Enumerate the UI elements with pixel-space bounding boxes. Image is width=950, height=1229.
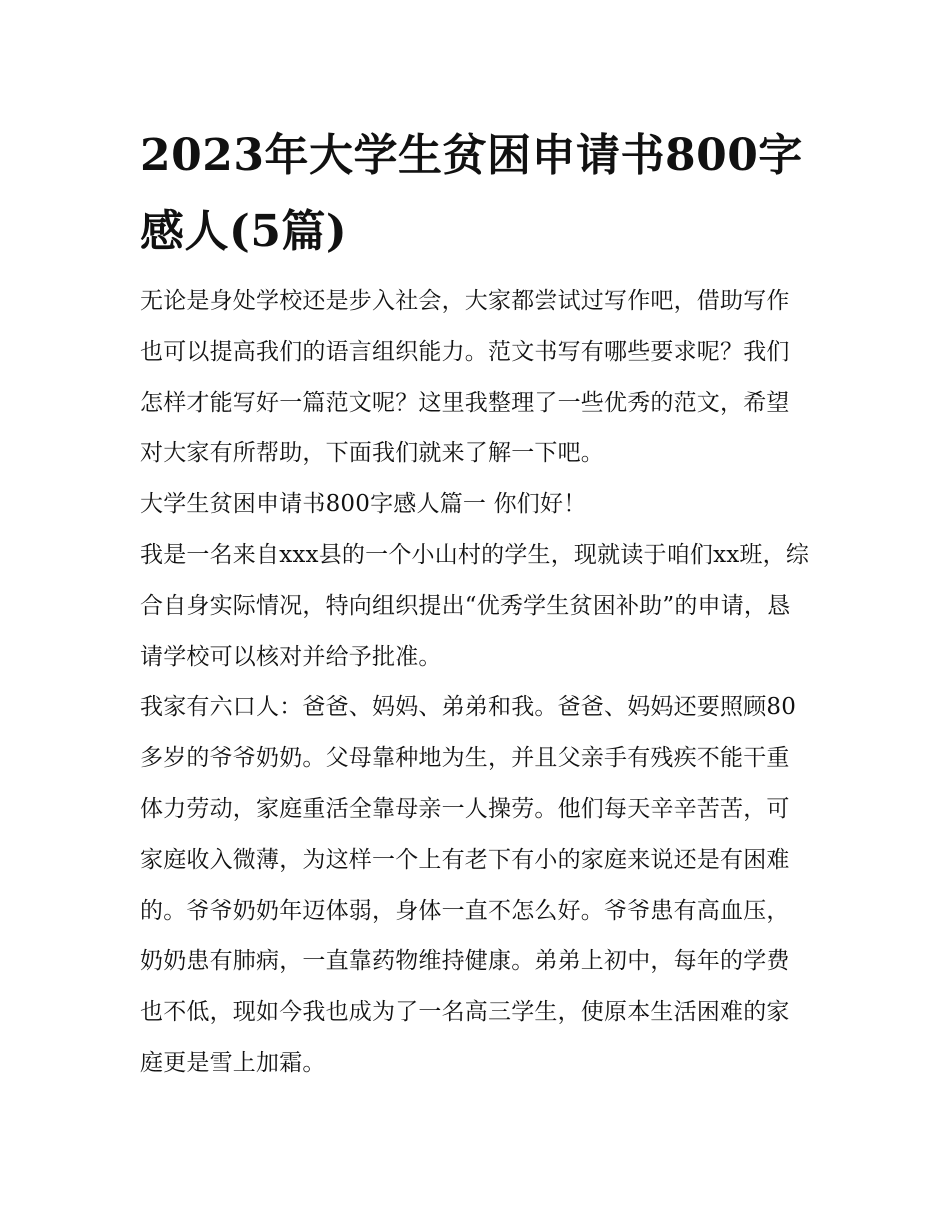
document-title: 2023年大学生贫困申请书800字感人(5篇) bbox=[140, 130, 803, 257]
document-body bbox=[140, 118, 812, 1089]
section-heading-paragraph: 大学生贫困申请书800字感人篇一 你们好！ bbox=[140, 491, 587, 518]
family-paragraph: 我家有六口人：爸爸、妈妈、弟弟和我。爸爸、妈妈还要照顾80多岁的爷爷奶奶。父母靠种地为生，并且父亲手有残疾不能干重体力劳动，家庭重活全靠母亲一人操劳。他们每天辛辛苦苦，可家庭收入微薄，为这样一个上有老下有小的家庭来说还是有困难的。爷爷奶奶年迈体弱，身体一直不怎么好。爷爷患有高血压，奶奶患有肺病，一直靠药物维持健康。弟弟上初中，每年的学费也不低，现如今我也成为了一名高三学生，使原本生活困难的家庭更是雪上加霜。 bbox=[140, 694, 797, 1076]
intro-paragraph: 无论是身处学校还是步入社会，大家都尝试过写作吧，借助写作也可以提高我们的语言组织能力。范文书写有哪些要求呢？我们怎样才能写好一篇范文呢？这里我整理了一些优秀的范文，希望对大家有所帮助，下面我们就来了解一下吧。 bbox=[140, 288, 790, 467]
application-paragraph: 我是一名来自xxx县的一个小山村的学生，现就读于咱们xx班，综合自身实际情况，特向组织提出“优秀学生贫困补助”的申请，恳请学校可以核对并给予批准。 bbox=[140, 541, 810, 670]
